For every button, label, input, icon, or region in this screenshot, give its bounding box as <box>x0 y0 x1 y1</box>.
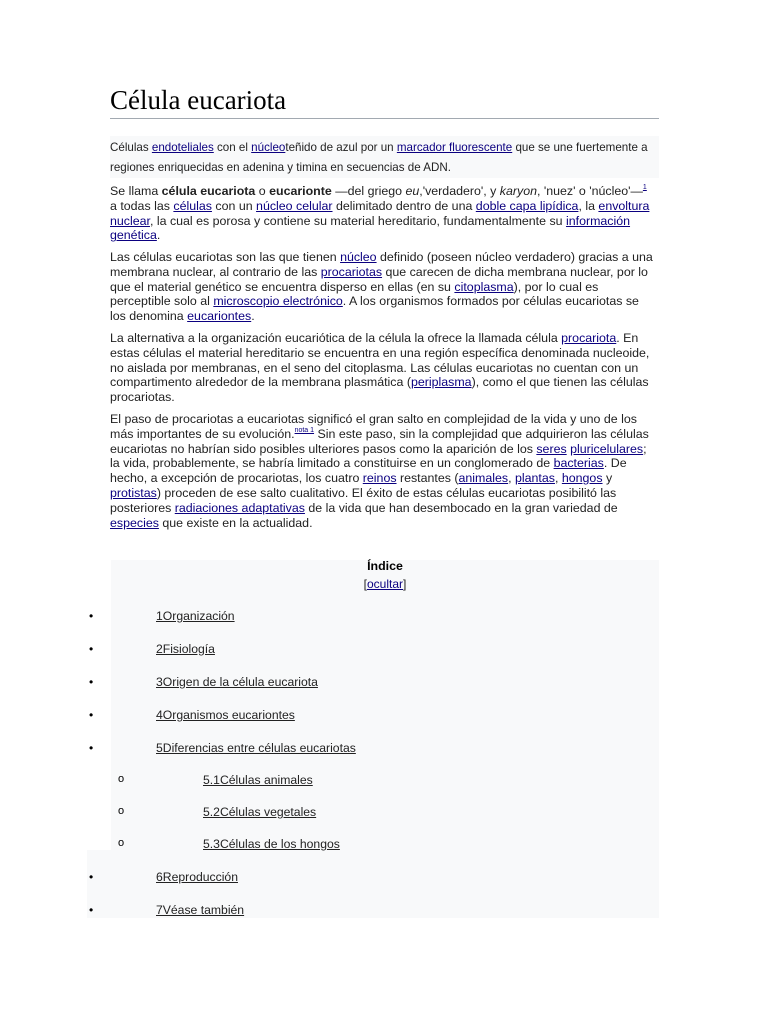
text: y <box>602 471 613 486</box>
text: , la cual es porosa y contiene su material hereditario, fundamentalmente su <box>149 213 566 228</box>
link-endoteliales[interactable]: endoteliales <box>151 141 214 154</box>
link-plantas[interactable]: plantas <box>515 471 555 486</box>
link-eucariontes[interactable]: eucariontes <box>187 309 252 324</box>
text: restantes ( <box>396 471 459 486</box>
link-doble-capa-lipidica[interactable]: doble capa lipídica <box>475 198 579 213</box>
link-envoltura-nuclear[interactable]: envoltura nuclear <box>110 198 650 228</box>
intro-paragraph <box>110 184 656 243</box>
text: que carecen de dicha membrana nuclear, por lo que el material genético se encuentra disperso en ellas (en su <box>110 264 648 294</box>
text: Se llama <box>110 184 162 198</box>
link-seres[interactable]: seres <box>536 441 567 456</box>
link-especies[interactable]: especies <box>110 515 159 530</box>
term-bold: célula eucariota <box>161 184 256 198</box>
link-protistas[interactable]: protistas <box>110 485 157 500</box>
bracket: ] <box>403 577 407 591</box>
link-bacterias[interactable]: bacterias <box>553 456 604 471</box>
list-bullet: • <box>89 708 94 722</box>
link-marcador-fluorescente[interactable]: marcador fluorescente <box>396 141 513 154</box>
list-circle: o <box>118 837 125 849</box>
list-bullet: • <box>89 870 94 884</box>
list-bullet: • <box>89 903 94 917</box>
link-procariotas[interactable]: procariotas <box>320 264 383 279</box>
paragraph-3 <box>110 331 656 405</box>
toc-item-organismos[interactable]: 4Organismos eucariontes <box>156 708 295 722</box>
paragraph-4 <box>110 412 656 530</box>
text: ; la vida, probablemente, se habría limitado a constituirse en un conglomerado de <box>110 441 647 471</box>
term-bold: eucarionte <box>269 184 332 198</box>
link-microscopio-electronico[interactable]: microscopio electrónico <box>213 294 343 309</box>
toc-item-origen[interactable]: 3Origen de la célula eucariota <box>156 675 318 689</box>
term-italic: eu <box>405 184 420 198</box>
link-reinos[interactable]: reinos <box>362 471 397 486</box>
link-animales[interactable]: animales <box>458 471 509 486</box>
link-citoplasma[interactable]: citoplasma <box>454 279 514 294</box>
link-procariota[interactable]: procariota <box>561 331 617 345</box>
toc-item-celulas-hongos[interactable]: 5.3Células de los hongos <box>203 837 340 851</box>
text: . <box>156 228 161 243</box>
link-radiaciones-adaptativas[interactable]: radiaciones adaptativas <box>174 500 305 515</box>
term-italic: karyon <box>499 184 537 198</box>
toc-item-reproduccion[interactable]: 6Reproducción <box>156 870 238 884</box>
caption-text: teñido de azul por un <box>285 141 397 154</box>
caption-text: Células <box>110 141 152 154</box>
text: que existe en la actualidad. <box>158 515 313 530</box>
text: ), como el que tienen las células procariotas. <box>110 375 649 405</box>
list-bullet: • <box>89 675 94 689</box>
text: Las células eucariotas son las que tienen <box>110 250 341 264</box>
text: a todas las <box>110 198 174 213</box>
list-bullet: • <box>89 741 94 755</box>
link-nucleo-2[interactable]: núcleo <box>340 250 377 264</box>
text: ,'verdadero', y <box>419 184 500 198</box>
text: con un <box>211 198 257 213</box>
text: o <box>255 184 270 198</box>
text: La alternativa a la organización eucariótica de la célula la ofrece la llamada célula <box>110 331 562 345</box>
text: , la <box>578 198 599 213</box>
text: Sin este paso, sin la complejidad que adquirieron las células eucariotas no habrían sido posibles ulteriores pasos como la aparición de los <box>110 426 649 456</box>
text: . <box>251 309 255 324</box>
link-pluricelulares[interactable]: pluricelulares <box>570 441 644 456</box>
list-circle: o <box>118 805 125 817</box>
text: El paso de procariotas a eucariotas significó el gran salto en complejidad de la vida y uno de los más importantes de su evolución. <box>110 412 637 441</box>
text: —del griego <box>331 184 406 198</box>
caption-text: que se une fuertemente a regiones enriquecidas en adenina y timina en secuencias de ADN. <box>110 141 648 174</box>
toc-toggle <box>111 577 659 591</box>
toc-item-organizacion[interactable]: 1Organización <box>156 609 235 623</box>
link-periplasma[interactable]: periplasma <box>410 375 472 390</box>
text: . De hecho, a excepción de procariotas, los cuatro <box>110 456 627 486</box>
caption-text: con el <box>213 141 252 154</box>
link-informacion-genetica[interactable]: información genética <box>110 213 631 243</box>
text: definido (poseen núcleo verdadero) gracias a una membrana nuclear, al contrario de las <box>110 250 653 279</box>
link-nucleo-celular[interactable]: núcleo celular <box>256 198 333 213</box>
toc-item-diferencias[interactable]: 5Diferencias entre células eucariotas <box>156 741 356 755</box>
text: . En estas células el material hereditario se encuentra en una región específica denominada nucleoide, no aislada por membranas, en el seno del citoplasma. Las células eucariotas no cuentan con un compartimento alrededor de la membrana plasmática ( <box>110 331 650 390</box>
list-bullet: • <box>89 609 94 623</box>
link-celulas[interactable]: células <box>173 198 212 213</box>
toc-title: Índice <box>367 559 403 573</box>
reference-link[interactable]: 1 <box>642 184 647 191</box>
text: . A los organismos formados por células eucariotas se los denomina <box>110 294 639 324</box>
toc-item-celulas-vegetales[interactable]: 5.2Células vegetales <box>203 805 317 819</box>
text: de la vida que han desembocado en la gran variedad de <box>304 500 618 515</box>
bracket: [ <box>363 577 367 591</box>
toc-hide-link[interactable]: ocultar <box>366 577 404 591</box>
list-circle: o <box>118 773 125 785</box>
text: ), por lo cual es perceptible solo al <box>110 279 599 309</box>
text: , <box>554 471 562 486</box>
text: ) proceden de ese salto cualitativo. El éxito de estas células eucariotas posibilitó las posteriores <box>110 485 617 515</box>
page-title: Célula eucariota <box>110 84 659 119</box>
text: , <box>508 471 515 486</box>
link-nucleo[interactable]: núcleo <box>251 141 286 154</box>
text: delimitado dentro de una <box>332 198 476 213</box>
image-caption <box>110 136 659 178</box>
list-bullet: • <box>89 642 94 656</box>
text: , 'nuez' o 'núcleo'— <box>536 184 643 198</box>
note-link[interactable]: nota 1 <box>294 426 315 434</box>
toc-item-celulas-animales[interactable]: 5.1Células animales <box>203 773 313 787</box>
paragraph-2 <box>110 250 656 324</box>
link-hongos[interactable]: hongos <box>561 471 603 486</box>
toc-item-vease-tambien[interactable]: 7Véase también <box>156 903 245 917</box>
toc-item-fisiologia[interactable]: 2Fisiología <box>156 642 215 656</box>
